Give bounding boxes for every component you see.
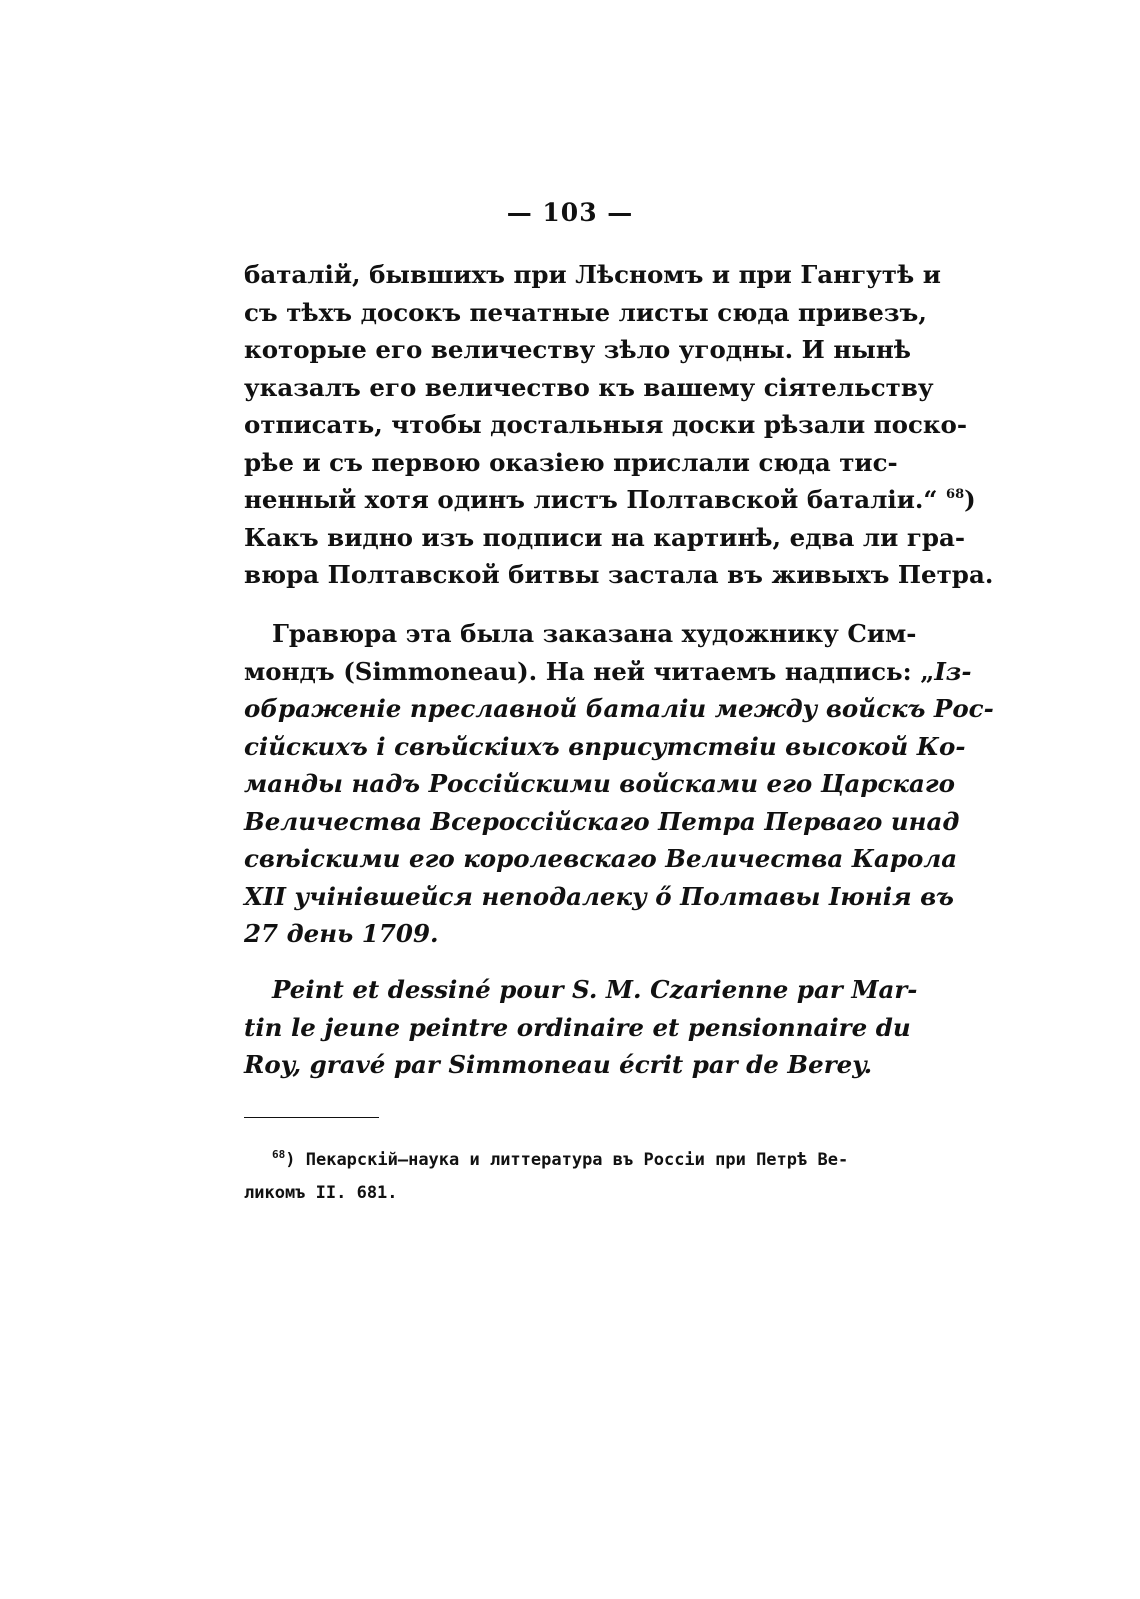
text-line: 27 день 1709. [244,919,439,948]
footnote-marker: 68 [272,1148,286,1161]
paragraph-3-french [244,971,918,1084]
text-line: Какъ видно изъ подписи на картинѣ, едва ли гра- [244,522,966,552]
text-line: Peint et dessiné pour S. M. Czarienne par Mar- [272,975,918,1004]
page-number: — 103 — [506,198,634,227]
text-line-mixed [244,653,972,691]
text-fragment: ненный хотя одинъ листъ Полтавской баталіи.“ [244,485,938,514]
text-line: tin le jeune peintre ordinaire et pensionnaire du [244,1012,911,1042]
text-line: Roy, gravé par Simmoneau écrit par de Berey. [244,1050,873,1079]
text-line: манды надъ Россійскими войсками его Царскаго [244,769,955,798]
footnote-marker-paren: ) [285,1150,296,1170]
text-line: Гравюра эта была заказана художнику Сим- [272,619,917,648]
footnote-line [244,1144,849,1177]
footnote-line: ликомъ II. 681. [244,1183,398,1203]
text-line: ображеніе преславной баталіи между войскъ Рос- [244,694,994,723]
text-line: баталій, бывшихъ при Лѣсномъ и при Гангутѣ и [244,260,941,289]
text-line: рѣе и съ первою оказіею прислали сюда тис- [244,447,898,477]
footnote-ref-number: 68 [946,487,965,502]
inscription-start: Із- [934,656,972,686]
text-line: указалъ его величество къ вашему сіятельству [244,372,934,402]
footnote-text: Пекарскій—наука и литтература въ Россіи при Петрѣ Ве- [295,1150,849,1170]
text-line: свѣіскими его королевскаго Величества Карола [244,844,958,873]
footnote-separator [244,1117,379,1118]
footnote [244,1144,849,1210]
text-fragment: мондъ (Simmoneau). На ней читаемъ надпись: „ [244,656,935,686]
footnote-ref-paren: ) [964,485,976,514]
text-line: Величества Всероссійскаго Петра Перваго инад [244,806,960,836]
paragraph-1 [244,256,994,594]
paragraph-2 [244,615,994,953]
text-line: вюра Полтавской битвы застала въ живыхъ Петра. [244,560,994,589]
text-line-with-footnote-ref [244,481,976,519]
text-line: съ тѣхъ досокъ печатные листы сюда привезъ, [244,297,927,327]
text-line: которые его величеству зѣло угодны. И нынѣ [244,335,912,364]
text-line: отписать, чтобы достальныя доски рѣзали поско- [244,410,968,439]
inscription-text [244,690,994,953]
text-line: сійскихъ і свѣйскіихъ вприсутствіи высокой Ко- [244,731,966,761]
text-line: XII учінівшейся неподалеку ő Полтавы Іюнія въ [244,881,954,911]
